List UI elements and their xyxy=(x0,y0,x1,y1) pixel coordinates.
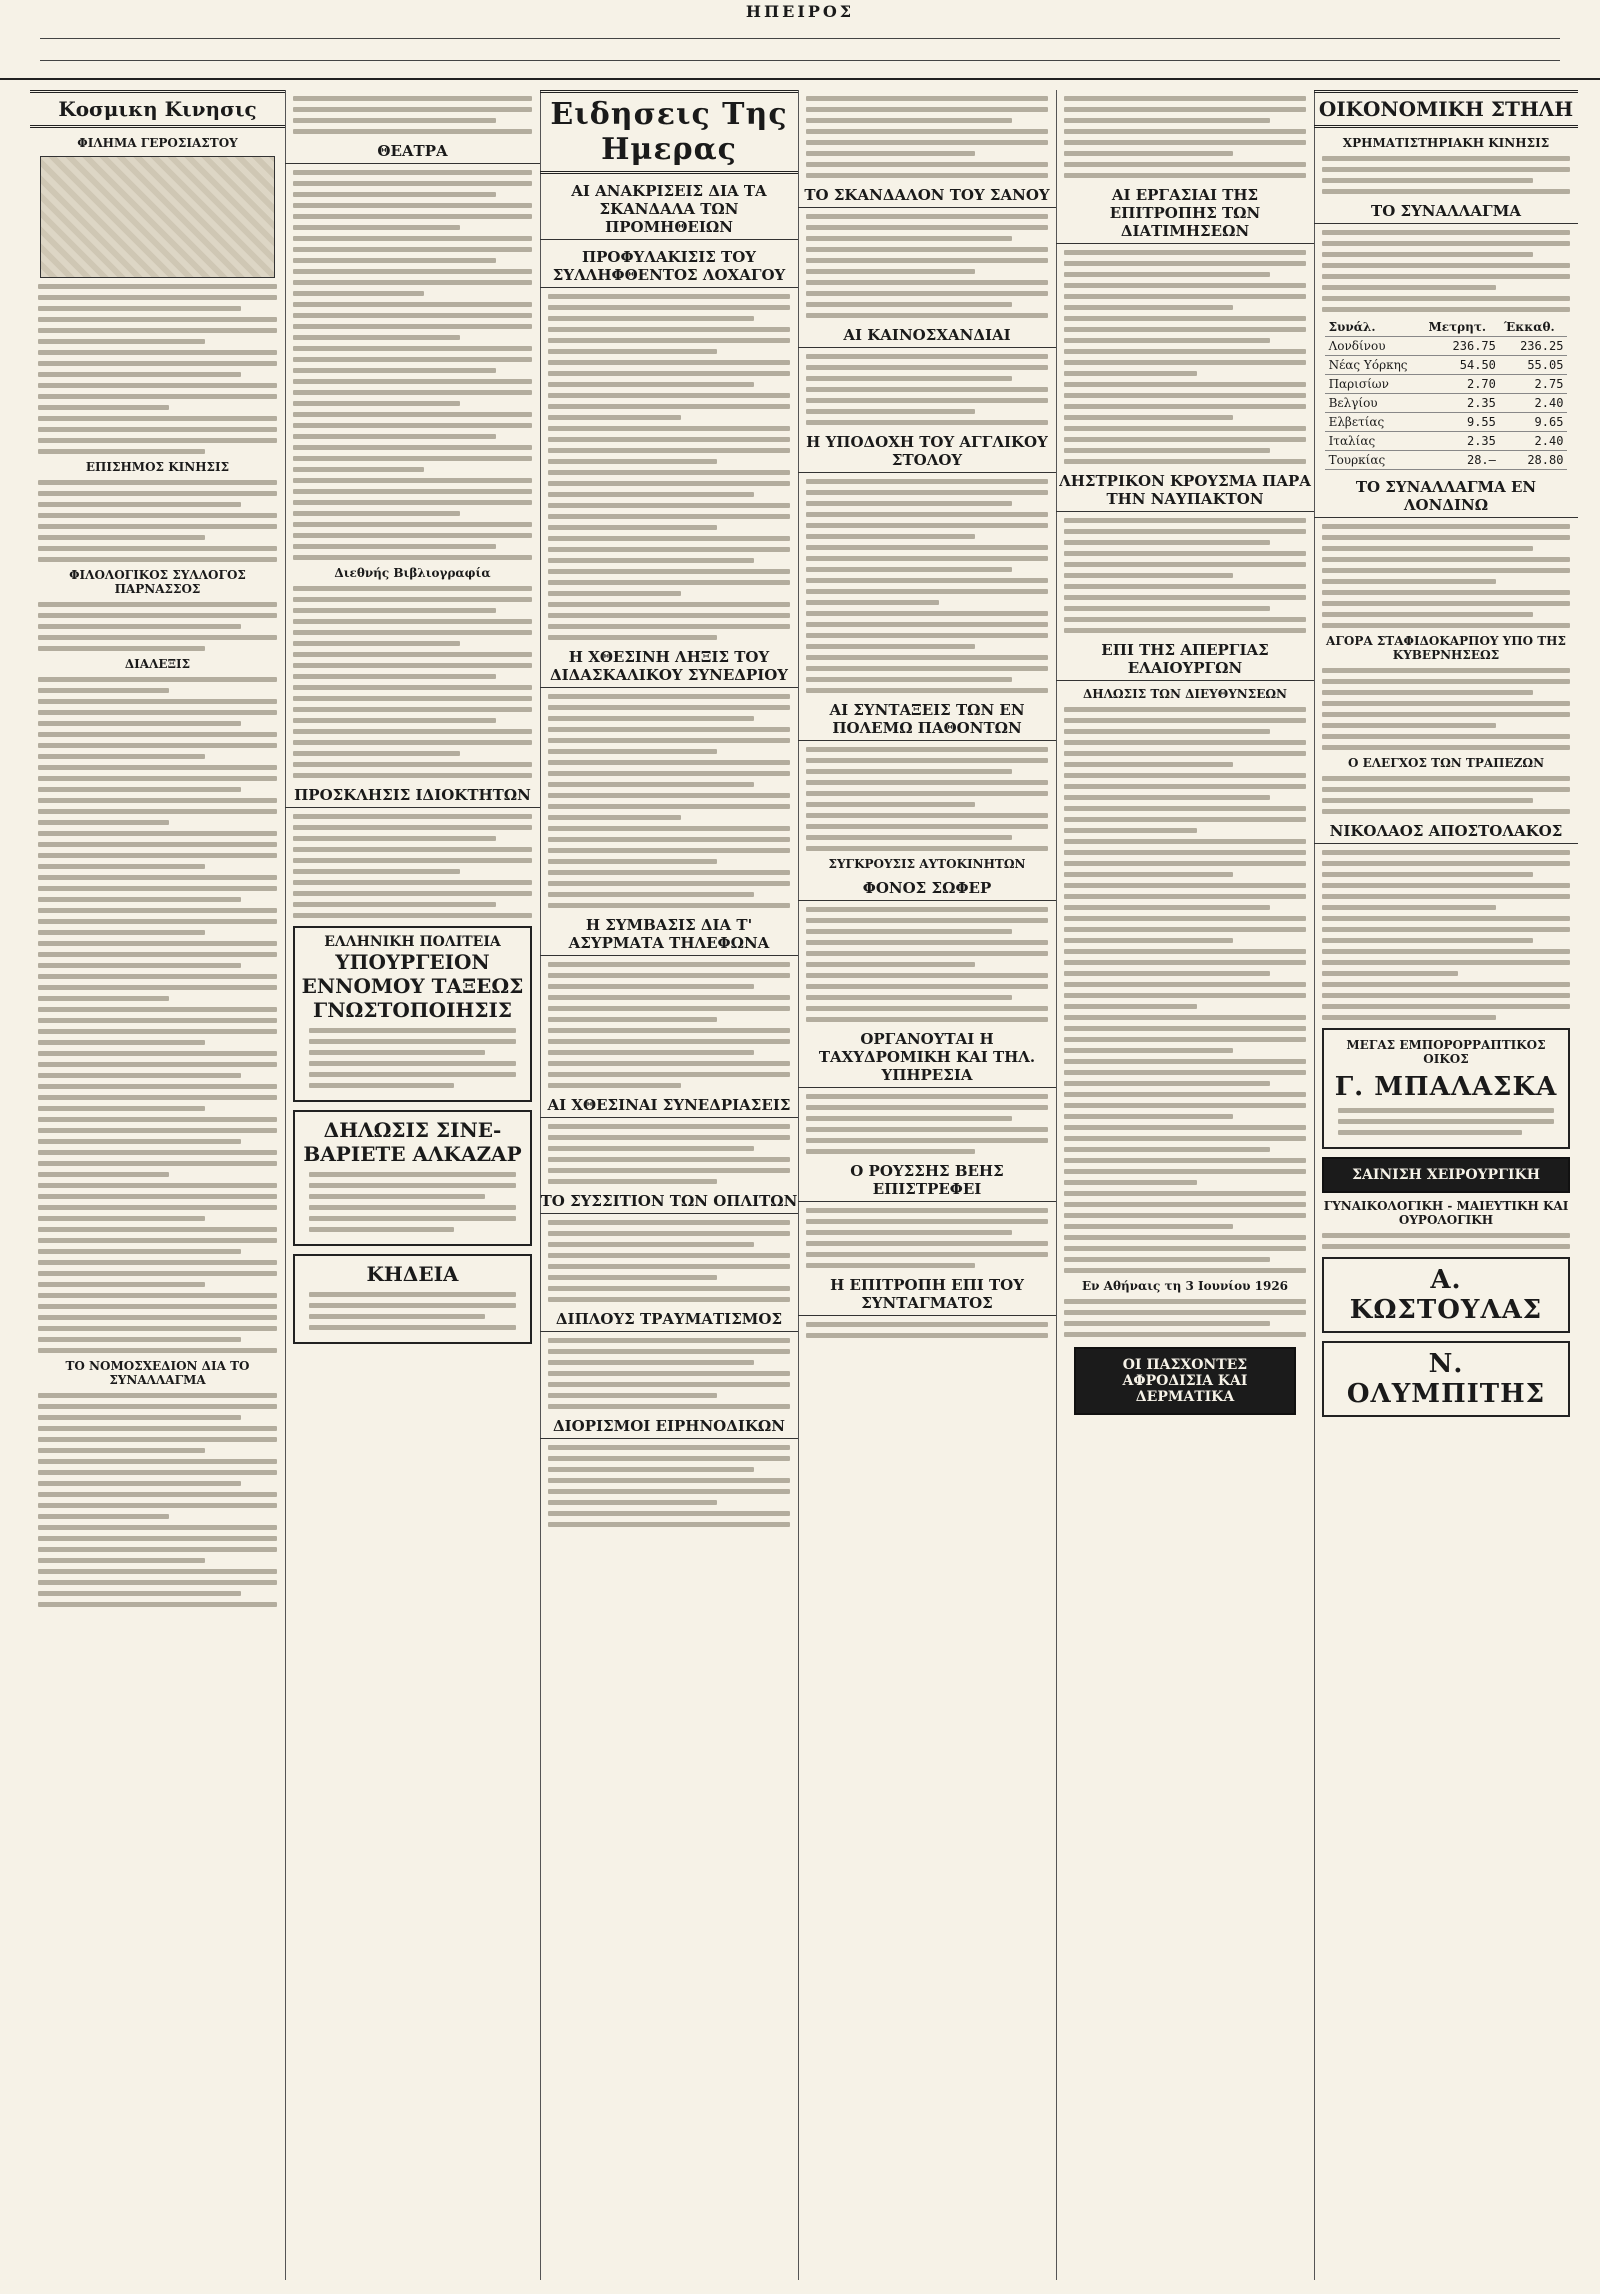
table-row xyxy=(1325,413,1568,432)
ad-title: Γ. ΜΠΑΛΑΣΚΑ xyxy=(1334,1072,1558,1102)
rate-value: 236.75 xyxy=(1425,337,1500,356)
rate-label: Ελβετίας xyxy=(1325,413,1425,432)
article-kicker: ΣΥΓΚΡΟΥΣΙΣ ΑΥΤΟΚΙΝΗΤΩΝ xyxy=(828,857,1026,871)
rate-label: Τουρκίας xyxy=(1325,451,1425,470)
article-body xyxy=(1322,524,1570,628)
ad-body xyxy=(1338,1108,1554,1135)
article-body xyxy=(293,696,532,778)
rate-label: Ιταλίας xyxy=(1325,432,1425,451)
article-title: Διεθνής Βιβλιογραφία xyxy=(334,566,491,580)
rate-value: 2.40 xyxy=(1500,394,1568,413)
ad-box xyxy=(1322,1028,1570,1149)
newspaper-page xyxy=(30,90,1578,2280)
article-body xyxy=(38,699,277,1353)
table-row xyxy=(1325,375,1568,394)
ad-title: ΥΠΟΥΡΓΕΙΟΝ ΕΝΝΟΜΟΥ ΤΑΞΕΩΣ ΓΝΩΣΤΟΠΟΙΗΣΙΣ xyxy=(301,950,524,1022)
rate-label: Παρισίων xyxy=(1325,375,1425,394)
article-title: ΑΙ ΚΑΙΝΟΣΧΑΝΔΙΑΙ xyxy=(798,326,1056,348)
ad-box xyxy=(293,1110,532,1246)
ad-subtitle: ΓΥΝΑΙΚΟΛΟΓΙΚΗ - ΜΑΙΕΥΤΙΚΗ ΚΑΙ ΟΥΡΟΛΟΓΙΚΗ xyxy=(1323,1199,1569,1227)
article-body xyxy=(1064,707,1306,1273)
lead-headline: ΑΙ ΑΝΑΚΡΙΣΕΙΣ ΔΙΑ ΤΑ ΣΚΑΝΔΑΛΑ ΤΩΝ ΠΡΟΜΗΘΕΙΩΝ xyxy=(540,182,798,240)
divider xyxy=(40,60,1560,61)
article-title: ΦΙΛΗΜΑ ΓΕΡΟΣΙΑΣΤΟΥ xyxy=(77,136,238,150)
section-header: ΟΙΚΟΝΟΜΙΚΗ ΣΤΗΛΗ xyxy=(1314,90,1578,128)
section-header: Κοσμικη Κινησις xyxy=(30,90,285,128)
article-title: ΤΟ ΝΟΜΟΣΧΕΔΙΟΝ ΔΙΑ ΤΟ ΣΥΝΑΛΛΑΓΜΑ xyxy=(65,1359,250,1387)
article-body xyxy=(1322,230,1570,312)
ad-title: ΠΡΟΣΚΛΗΣΙΣ ΙΔΙΟΚΤΗΤΩΝ xyxy=(285,786,540,808)
rates-header: Έκκαθ. xyxy=(1500,318,1568,337)
article-body xyxy=(548,962,790,1088)
article-body xyxy=(1064,250,1306,464)
ad-body xyxy=(293,814,532,918)
ad-title: ΟΙ ΠΑΣΧΟΝΤΕΣ ΑΦΡΟΔΙΣΙΑ ΚΑΙ ΔΕΡΜΑΤΙΚΑ xyxy=(1122,1357,1248,1405)
article-title: Ο ΕΛΕΓΧΟΣ ΤΩΝ ΤΡΑΠΕΖΩΝ xyxy=(1347,756,1545,770)
article-title: ΦΙΛΟΛΟΓΙΚΟΣ ΣΥΛΛΟΓΟΣ ΠΑΡΝΑΣΣΟΣ xyxy=(69,568,246,596)
article-title: ΦΟΝΟΣ ΣΩΦΕΡ xyxy=(798,879,1056,901)
rate-value: 28.80 xyxy=(1500,451,1568,470)
article-body xyxy=(38,677,277,693)
article-title: ΕΠΙ ΤΗΣ ΑΠΕΡΓΙΑΣ ΕΛΑΙΟΥΡΓΩΝ xyxy=(1056,641,1314,681)
article-title: Ο ΡΟΥΣΣΗΣ ΒΕΗΣ ΕΠΙΣΤΡΕΦΕΙ xyxy=(798,1162,1056,1202)
article-body xyxy=(806,96,1048,178)
article-body xyxy=(548,1445,790,1527)
article-title: ΧΡΗΜΑΤΙΣΤΗΡΙΑΚΗ ΚΙΝΗΣΙΣ xyxy=(1342,136,1550,150)
article-body xyxy=(1064,1299,1306,1337)
ad-box xyxy=(293,1254,532,1344)
article-body xyxy=(806,354,1048,425)
ad-box xyxy=(1074,1347,1296,1415)
column-theatres xyxy=(285,90,541,2280)
column-news-2 xyxy=(798,90,1057,2280)
column-news xyxy=(540,90,799,2280)
article-body xyxy=(806,214,1048,318)
article-title: ΤΟ ΣΥΝΑΛΛΑΓΜΑ xyxy=(1314,202,1578,224)
article-body xyxy=(293,96,532,134)
section-header: Ειδησεις Της Ημερας xyxy=(540,90,798,174)
ad-box xyxy=(1322,1341,1570,1417)
ad-title: ΚΗΔΕΙΑ xyxy=(366,1262,459,1286)
article-body xyxy=(806,747,1048,851)
theatre-listings xyxy=(293,170,532,560)
rate-label: Βελγίου xyxy=(1325,394,1425,413)
ad-body xyxy=(309,1292,516,1330)
article-body xyxy=(548,1338,790,1409)
article-body xyxy=(38,1393,277,1607)
table-row xyxy=(1325,451,1568,470)
article-body xyxy=(293,586,532,690)
section-header: ΘΕΑΤΡΑ xyxy=(285,142,540,164)
lead-subheadline: ΠΡΟΦΥΛΑΚΙΣΙΣ ΤΟΥ ΣΥΛΛΗΦΘΕΝΤΟΣ ΛΟΧΑΓΟΥ xyxy=(540,248,798,288)
article-body xyxy=(806,1208,1048,1268)
signature-date: Εν Αθήναις τη 3 Ιουνίου 1926 xyxy=(1081,1279,1289,1293)
ad-kicker: ΕΛΛΗΝΙΚΗ ΠΟΛΙΤΕΙΑ xyxy=(324,934,501,950)
article-body xyxy=(38,602,277,651)
newspaper-title: ΗΠΕΙΡΟΣ xyxy=(745,2,855,21)
rate-label: Νέας Υόρκης xyxy=(1325,356,1425,375)
article-title: ΝΙΚΟΛΑΟΣ ΑΠΟΣΤΟΛΑΚΟΣ xyxy=(1314,822,1578,844)
rate-value: 2.70 xyxy=(1425,375,1500,394)
article-body xyxy=(548,1124,790,1184)
article-title: ΛΗΣΤΡΙΚΟΝ ΚΡΟΥΣΜΑ ΠΑΡΑ ΤΗΝ ΝΑΥΠΑΚΤΟΝ xyxy=(1056,472,1314,512)
article-body xyxy=(548,294,790,640)
rate-value: 2.35 xyxy=(1425,394,1500,413)
ad-title: ΣΑΙΝΙΣΗ ΧΕΙΡΟΥΡΓΙΚΗ xyxy=(1352,1167,1540,1183)
article-body xyxy=(806,1322,1048,1338)
article-title: ΑΙ ΣΥΝΤΑΞΕΙΣ ΤΩΝ ΕΝ ΠΟΛΕΜΩ ΠΑΘΟΝΤΩΝ xyxy=(798,701,1056,741)
rate-value: 2.75 xyxy=(1500,375,1568,394)
article-body xyxy=(548,1220,790,1302)
article-body xyxy=(806,479,1048,693)
rate-value: 54.50 xyxy=(1425,356,1500,375)
ad-body xyxy=(309,1028,516,1088)
ad-title: Α. ΚΩΣΤΟΥΛΑΣ xyxy=(1349,1265,1543,1325)
rates-header: Μετρητ. xyxy=(1425,318,1500,337)
article-title: Η ΧΘΕΣΙΝΗ ΛΗΞΙΣ ΤΟΥ ΔΙΔΑΣΚΑΛΙΚΟΥ ΣΥΝΕΔΡΙΟΥ xyxy=(540,648,798,688)
article-body xyxy=(38,480,277,562)
article-title: ΑΙ ΧΘΕΣΙΝΑΙ ΣΥΝΕΔΡΙΑΣΕΙΣ xyxy=(540,1096,798,1118)
article-title: ΟΡΓΑΝΟΥΤΑΙ Η ΤΑΧΥΔΡΟΜΙΚΗ ΚΑΙ ΤΗΛ. ΥΠΗΡΕΣΙΑ xyxy=(798,1030,1056,1088)
rate-value: 28.— xyxy=(1425,451,1500,470)
ad-body xyxy=(1322,1233,1570,1249)
rate-value: 2.40 xyxy=(1500,432,1568,451)
article-title: ΤΟ ΣΚΑΝΔΑΛΟΝ ΤΟΥ ΣΑΝΟΥ xyxy=(798,186,1056,208)
article-body xyxy=(806,1094,1048,1154)
article-body xyxy=(806,907,1048,1022)
column-news-3 xyxy=(1056,90,1315,2280)
exchange-rates-table xyxy=(1325,318,1568,470)
article-body xyxy=(38,284,277,454)
divider xyxy=(40,38,1560,39)
article-title: ΕΠΙΣΗΜΟΣ ΚΙΝΗΣΙΣ xyxy=(85,460,230,474)
article-body xyxy=(1064,96,1306,178)
article-title: Η ΥΠΟΔΟΧΗ ΤΟΥ ΑΓΓΛΙΚΟΥ ΣΤΟΛΟΥ xyxy=(798,433,1056,473)
ad-box xyxy=(293,926,532,1102)
article-title: Η ΣΥΜΒΑΣΙΣ ΔΙΑ Τ' ΑΣΥΡΜΑΤΑ ΤΗΛΕΦΩΝΑ xyxy=(540,916,798,956)
column-economy xyxy=(1314,90,1578,2280)
table-row xyxy=(1325,432,1568,451)
ad-title: ΔΗΛΩΣΙΣ ΣΙΝΕ-ΒΑΡΙΕΤΕ ΑΛΚΑΖΑΡ xyxy=(303,1118,522,1166)
article-title: ΤΟ ΣΥΝΑΛΛΑΓΜΑ ΕΝ ΛΟΝΔΙΝΩ xyxy=(1314,478,1578,518)
ad-box xyxy=(1322,1257,1570,1333)
ad-title: Ν. ΟΛΥΜΠΙΤΗΣ xyxy=(1346,1349,1546,1409)
article-subtitle: ΔΗΛΩΣΙΣ ΤΩΝ ΔΙΕΥΘΥΝΣΕΩΝ xyxy=(1082,687,1288,701)
rate-label: Λονδίνου xyxy=(1325,337,1425,356)
masthead xyxy=(0,0,1600,80)
article-body xyxy=(1322,850,1570,1020)
article-title: ΑΙ ΕΡΓΑΣΙΑΙ ΤΗΣ ΕΠΙΤΡΟΠΗΣ ΤΩΝ ΔΙΑΤΙΜΗΣΕΩΝ xyxy=(1056,186,1314,244)
article-title: ΔΙΑΛΕΞΙΣ xyxy=(124,657,191,671)
rate-value: 236.25 xyxy=(1500,337,1568,356)
rate-value: 9.65 xyxy=(1500,413,1568,432)
rate-value: 55.05 xyxy=(1500,356,1568,375)
article-title: ΤΟ ΣΥΣΣΙΤΙΟΝ ΤΩΝ ΟΠΛΙΤΩΝ xyxy=(540,1192,798,1214)
article-body xyxy=(1322,668,1570,750)
article-body xyxy=(1322,156,1570,194)
column-society xyxy=(30,90,286,2280)
table-row xyxy=(1325,356,1568,375)
illustration xyxy=(40,156,275,278)
article-body xyxy=(1322,776,1570,814)
article-title: ΔΙΠΛΟΥΣ ΤΡΑΥΜΑΤΙΣΜΟΣ xyxy=(540,1310,798,1332)
table-row xyxy=(1325,337,1568,356)
rate-value: 2.35 xyxy=(1425,432,1500,451)
rate-value: 9.55 xyxy=(1425,413,1500,432)
article-body xyxy=(548,694,790,908)
article-title: Η ΕΠΙΤΡΟΠΗ ΕΠΙ ΤΟΥ ΣΥΝΤΑΓΜΑΤΟΣ xyxy=(798,1276,1056,1316)
article-body xyxy=(1064,518,1306,633)
article-title: ΑΓΟΡΑ ΣΤΑΦΙΔΟΚΑΡΠΟΥ ΥΠΟ ΤΗΣ ΚΥΒΕΡΝΗΣΕΩΣ xyxy=(1326,634,1566,662)
ad-body xyxy=(309,1172,516,1232)
ad-kicker: ΜΕΓΑΣ ΕΜΠΟΡΟΡΡΑΠΤΙΚΟΣ ΟΙΚΟΣ xyxy=(1346,1038,1546,1066)
article-title: ΔΙΟΡΙΣΜΟΙ ΕΙΡΗΝΟΔΙΚΩΝ xyxy=(540,1417,798,1439)
rates-header: Συνάλ. xyxy=(1325,318,1425,337)
table-row xyxy=(1325,394,1568,413)
ad-banner xyxy=(1322,1157,1570,1193)
